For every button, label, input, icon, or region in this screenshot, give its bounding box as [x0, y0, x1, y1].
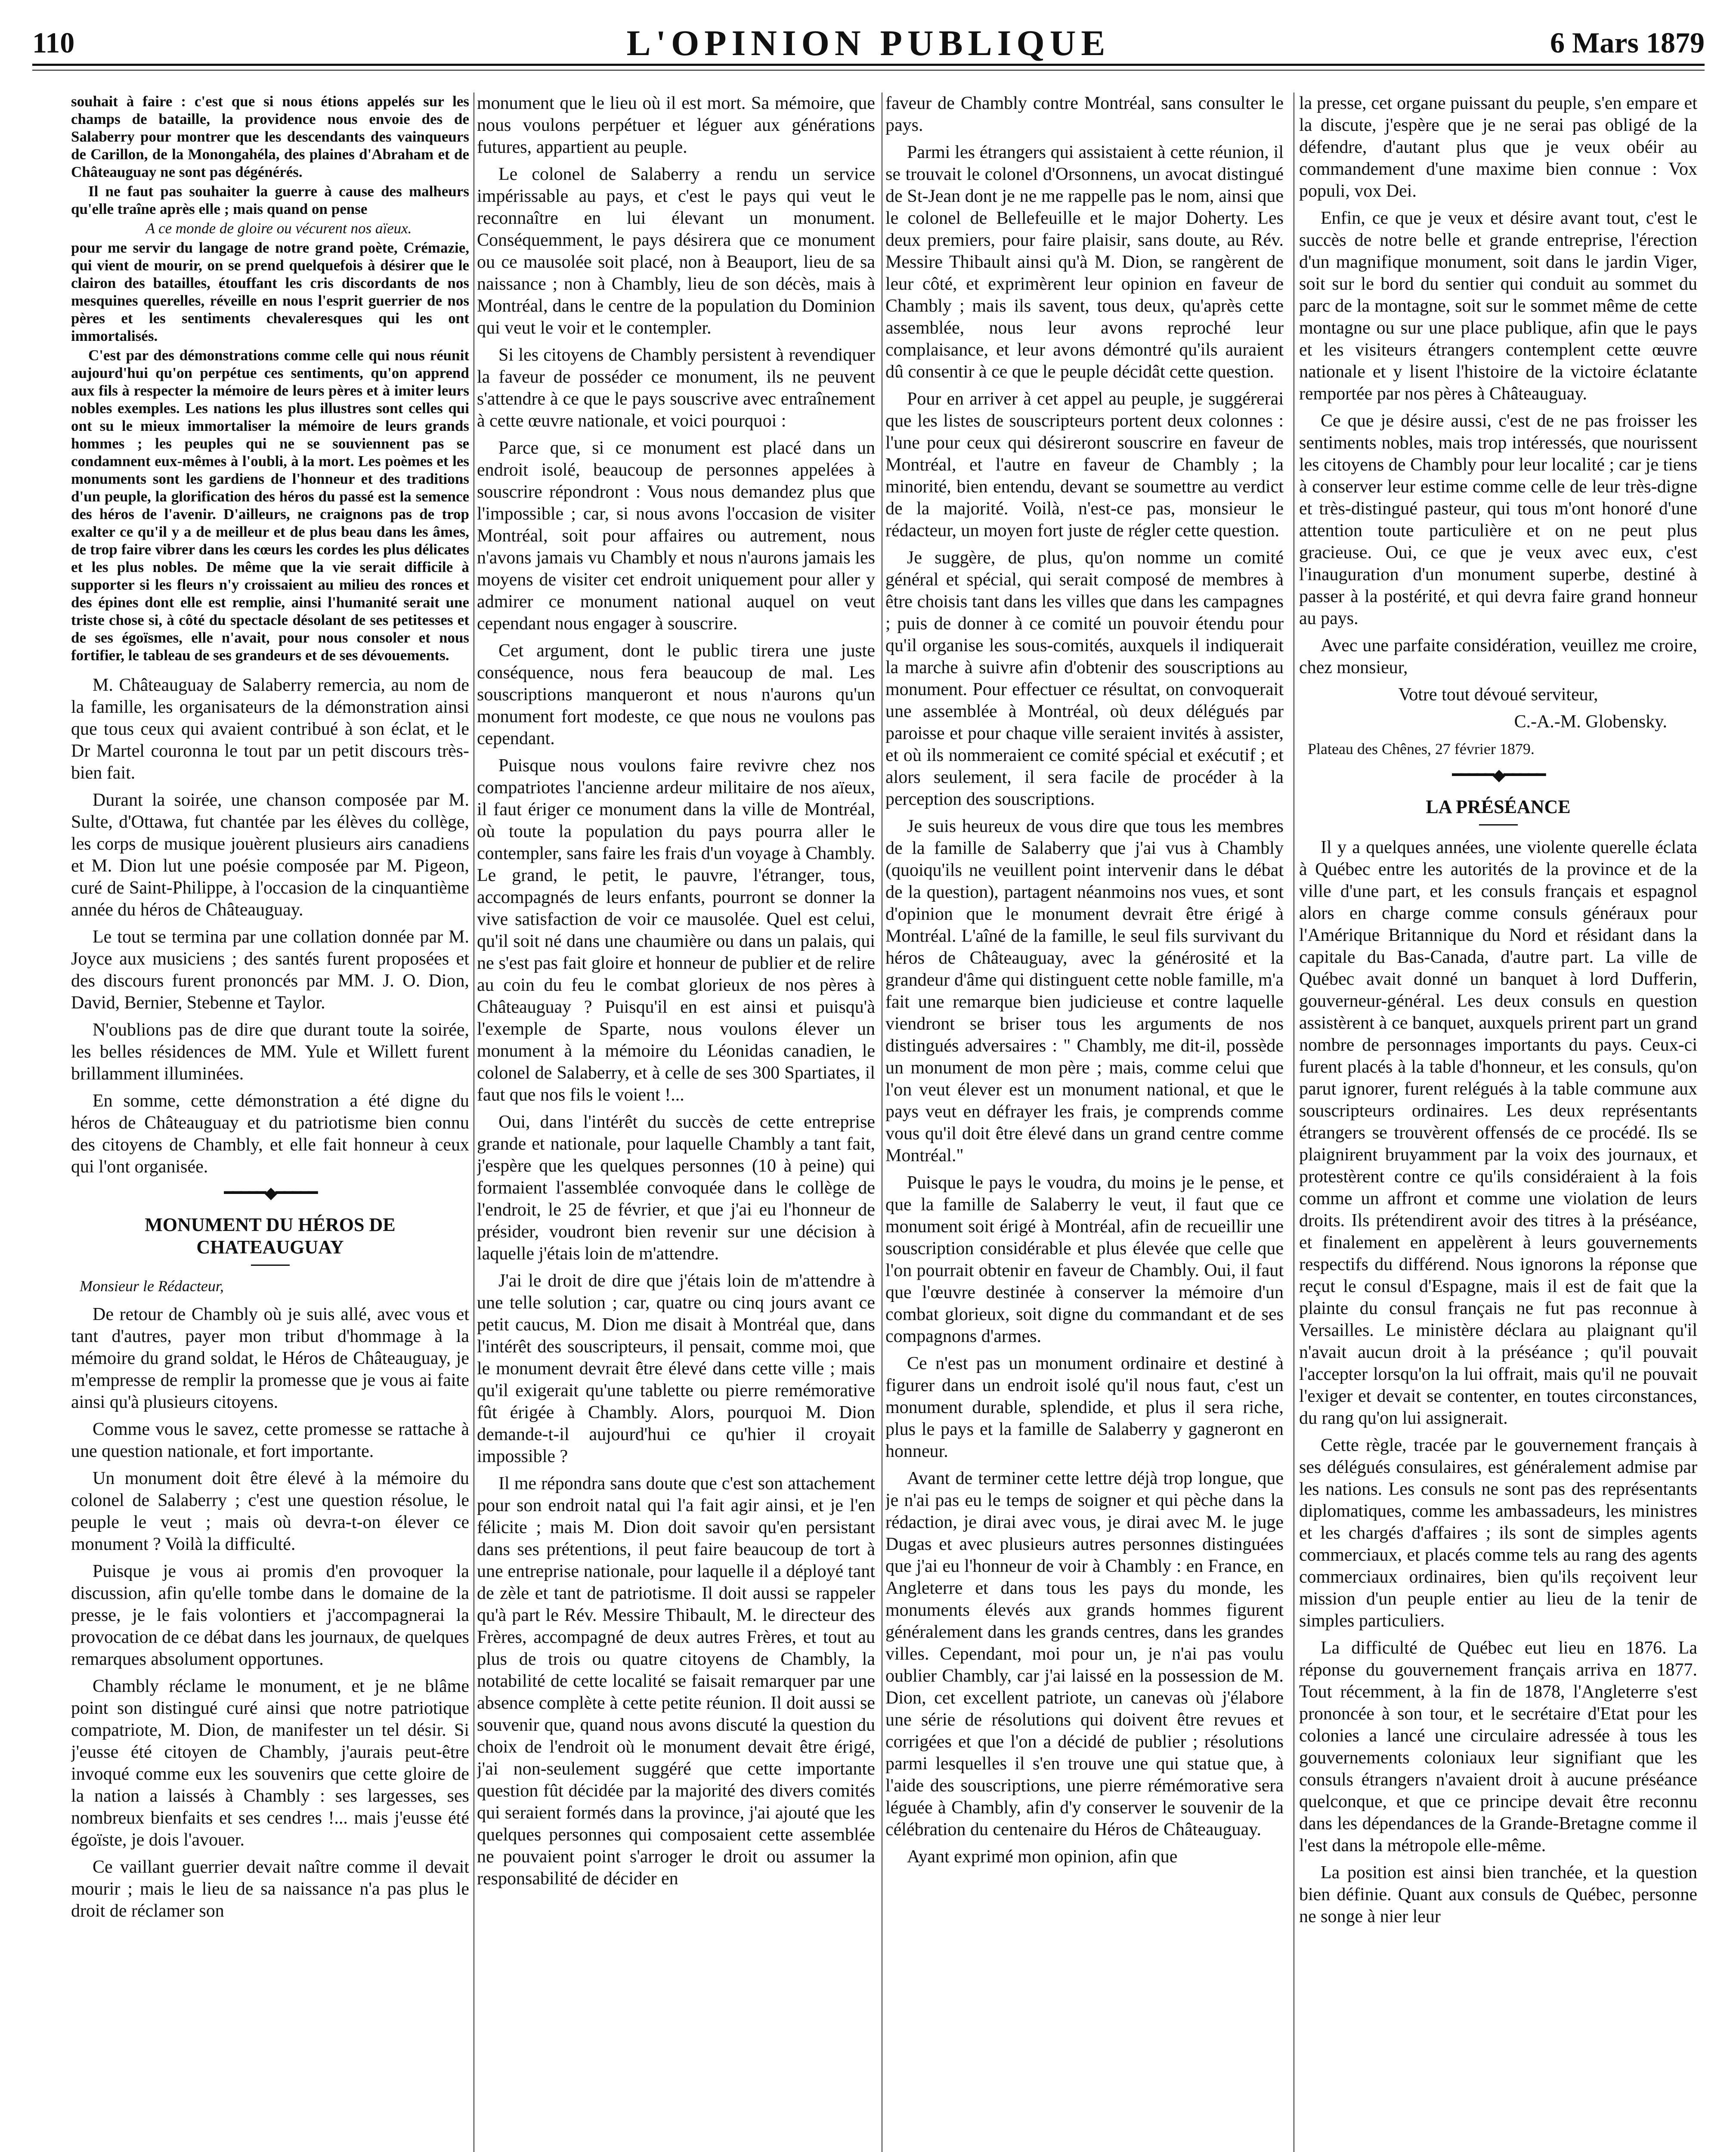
paragraph: monument que le lieu où il est mort. Sa mémoire, que nous voulons perpétuer et léguer aux générations futures, appartient au peuple.	[477, 93, 875, 157]
paragraph: Il y a quelques années, une violente querelle éclata à Québec entre les autorités de la province et de la ville d'une part, et les consuls français et espagnol alors en charge comme consuls généraux pour l'Amérique Britannique du Nord et résidant dans la capitale du Bas-Canada, d'autre part. La ville de Québec avait donné un banquet à lord Dufferin, gouverneur-général. Les deux consuls en question assistèrent à ce banquet, auxquels prirent part un grand nombre de personnages importants du pays. Ceux-ci furent placés à la table d'honneur, et les consuls, qu'on parut ignorer, furent relégués à la table commune aux souscripteurs ordinaires. Les deux représentants étrangers se trouvèrent offensés de ce procédé. Ils se plaignirent bruyamment par la voix des journaux, et protestèrent contre ce qu'ils considéraient à la fois comme un affront et comme une violation de leurs droits. Ils prétendirent avoir des titres à la préséance, et finalement en appelèrent à leurs gouvernements respectifs du différend. Nous ignorons la réponse que reçut le consul d'Espagne, mais il est de fait que la plainte du consul français ne fut pas reconnue à Versailles. Le ministère déclara au plaignant qu'il n'avait aucun droit à la préséance ; qu'il pouvait l'accepter lorsqu'on la lui offrait, mais qu'il ne pouvait l'exiger et devait se contenter, en toutes circonstances, du rang qu'on lui assignerait.	[1299, 838, 1697, 1428]
article-heading: LA PRÉSÉANCE	[1426, 796, 1571, 817]
paragraph: Un monument doit être élevé à la mémoire du colonel de Salaberry ; c'est une question résolue, le peuple le veut ; mais où devra-t-on élever ce monument ? Voilà la difficulté.	[71, 1469, 469, 1554]
heading-line: MONUMENT DU HÉROS DE	[145, 1214, 396, 1235]
speech-continuation	[71, 93, 469, 664]
column-3	[885, 93, 1284, 2152]
column-divider	[473, 93, 474, 2152]
salutation: Monsieur le Rédacteur,	[80, 1277, 224, 1295]
report-body	[71, 674, 469, 1178]
signature: C.-A.-M. Globensky.	[1514, 712, 1667, 732]
article-heading	[71, 1214, 469, 1258]
paragraph: M. Châteauguay de Salaberry remercia, au nom de la famille, les organisateurs de la démonstration ainsi que tous ceux qui avaient contribué à son éclat, et le Dr Martel couronna le tout par un petit discours très-bien fait.	[71, 675, 469, 783]
paragraph: Pour en arriver à cet appel au peuple, je suggérerai que les listes de souscripteurs portent deux colonnes : l'une pour ceux qui désireront souscrire en faveur de Montréal, et l'autre en faveur de Chambly ; la minorité, bien entendu, devant se soumettre au verdict de la majorité. Voilà, n'est-ce pas, monsieur le rédacteur, un moyen fort juste de régler cette question.	[885, 389, 1284, 541]
short-rule	[251, 1265, 290, 1266]
paragraph: Ce n'est pas un monument ordinaire et destiné à figurer dans un endroit isolé qu'il nous faut, c'est un monument durable, splendide, et plus il sera riche, plus le pays et la famille de Salaberry y gagneront en honneur.	[885, 1354, 1284, 1461]
paragraph: Parce que, si ce monument est placé dans un endroit isolé, beaucoup de personnes appelées à souscrire répondront : Vous nous demandez plus que l'impossible ; car, si nous avons l'occasion de visiter Montréal, soit pour affaires ou autrement, nous n'avons jamais vu Chambly et nous n'aurons jamais les moyens de visiter cet endroit uniquement pour aller y admirer ce monument national auquel on veut cependant nous engager à souscrire.	[477, 438, 875, 634]
paragraph: Ce vaillant guerrier devait naître comme il devait mourir ; mais le lieu de sa naissance n'a pas plus le droit de réclamer son	[71, 1857, 469, 1921]
paragraph: N'oublions pas de dire que durant toute la soirée, les belles résidences de MM. Yule et Willett furent brillamment illuminées.	[71, 1020, 469, 1084]
paragraph: pour me servir du langage de notre grand poète, Crémazie, qui vient de mourir, on se prend quelquefois à désirer que le clairon des batailles, étouffant les cris discordants de nos mesquines querelles, réveille en nous l'esprit guerrier de nos pères et les sentiments chevaleresques qui les ont immortalisés.	[71, 239, 469, 344]
paragraph: Cette règle, tracée par le gouvernement français à ses délégués consulaires, est généralement admise par les nations. Les consuls ne sont pas des représentants diplomatiques, comme les ambassadeurs, les ministres et les chargés d'affaires ; ils sont de simples agents commerciaux, et placés comme tels au rang des agents commerciaux ordinaires, bien qu'ils reçoivent leur mission d'un peuple entier au lieu de la tenir de simples particuliers.	[1299, 1435, 1697, 1631]
heading-line: CHATEAUGUAY	[196, 1237, 344, 1258]
paragraph: Chambly réclame le monument, et je ne blâme point son distingué curé ainsi que notre patriotique compatriote, M. Dion, de manifester un tel désir. Si j'eusse été citoyen de Chambly, j'aurais peut-être invoqué comme eux les souvenirs que cette gloire de la nation a laissés à Chambly : ses largesses, ses nombreux bienfaits et ses cendres !... mais j'eusse été égoïste, je dois l'avouer.	[71, 1676, 469, 1850]
issue-date: 6 Mars 1879	[1550, 26, 1705, 59]
paragraph: De retour de Chambly où je suis allé, avec vous et tant d'autres, payer mon tribut d'hommage à la mémoire du grand soldat, le Héros de Châteauguay, je m'empresse de remplir la promesse que je vous ai faite ainsi qu'à plusieurs citoyens.	[71, 1305, 469, 1412]
paragraph: Puisque nous voulons faire revivre chez nos compatriotes l'ancienne ardeur militaire de nos aïeux, il faut ériger ce monument dans la ville de Montréal, où toute la population du pays pourra aller le contempler, sans faire les frais d'un voyage à Chambly. Le grand, le petit, le pauvre, l'étranger, tous, accompagnés de leurs enfants, pourront se donner la vive satisfaction de voir ce mausolée. Quel est celui, qu'il soit né dans une chaumière ou dans un palais, qui ne s'est pas fait gloire et honneur de publier et de relire au coin du feu le combat glorieux de nos pères à Châteauguay ? Puisqu'il en est ainsi et puisqu'à l'exemple de Sparte, nous voulons élever un monument à la mémoire du Léonidas canadien, le colonel de Salaberry, et à celle de ses 300 Spartiates, il faut que nos fils le voient !...	[477, 756, 875, 1105]
paragraph: Cet argument, dont le public tirera une juste conséquence, nous fera beaucoup de mal. Les souscriptions manqueront et nous n'aurons qu'un monument fort modeste, ce que nous ne voulons pas cependant.	[477, 641, 875, 748]
ornament-divider: ━━━━━◆━━━━━	[1452, 766, 1544, 784]
paragraph: Je suggère, de plus, qu'on nomme un comité général et spécial, qui serait composé de membres à être choisis tant dans les villes que dans les campagnes ; puis de donner à ce comité un pouvoir étendu pour qu'il organise les sous-comités, auxquels il indiquerait la marche à suivre afin d'obtenir des souscriptions au monument. Pour effectuer ce résultat, on convoquerait une assemblée à Montréal, où deux délégués par paroisse et pour chaque ville seraient invités à assister, et où ils nommeraient ce comité spécial et exécutif ; et alors seulement, il sera facile de procéder à la perception des souscriptions.	[885, 548, 1284, 809]
paragraph: La difficulté de Québec eut lieu en 1876. La réponse du gouvernement français arriva en 1877. Tout récemment, à la fin de 1878, l'Angleterre s'est prononcée à son tour, et le secrétaire d'Etat pour les colonies a lancé une circulaire adressée à tous les gouvernements coloniaux leur signifiant que les consuls étrangers n'avaient droit à aucune préséance quelconque, et que ce principe devait être reconnu dans les dépendances de la Grande-Bretagne comme il l'est dans la métropole elle-même.	[1299, 1638, 1697, 1855]
paragraph: Si les citoyens de Chambly persistent à revendiquer la faveur de posséder ce monument, ils ne peuvent s'attendre à ce que le pays souscrive avec entraînement à cette œuvre nationale, et voici pourquoi :	[477, 345, 875, 431]
paragraph: Puisque je vous ai promis d'en provoquer la discussion, afin qu'elle tombe dans le domaine de la presse, je le fais volontiers et j'accompagnerai la provocation de ce débat dans les journaux, de quelques remarques absolument opportunes.	[71, 1561, 469, 1669]
place-date: Plateau des Chênes, 27 février 1879.	[1308, 740, 1535, 758]
quotation: A ce monde de gloire ou vécurent nos aïeux.	[145, 220, 412, 237]
closing: Votre tout dévoué serviteur,	[1398, 685, 1598, 705]
paragraph: Durant la soirée, une chanson composée par M. Sulte, d'Ottawa, fut chantée par les élèves du collège, les corps de musique jouèrent plusieurs airs canadiens et M. Dion lut une poésie composée par M. Pigeon, curé de Saint-Philippe, à l'occasion de la cinquantième année du héros de Châteauguay.	[71, 790, 469, 920]
paragraph: la presse, cet organe puissant du peuple, s'en empare et la discute, j'espère que je ne serai pas obligé de la défendre, d'autant plus que je veux obéir au commandement d'une maxime bien connue : Vox populi, vox Dei.	[1299, 93, 1697, 201]
paragraph: Le colonel de Salaberry a rendu un service impérissable au pays, et c'est le pays qui veut le reconnaître en lui élevant un monument. Conséquemment, le pays désirera que ce monument ou ce mausolée soit placé, non à Beauport, lieu de sa naissance ; non à Chambly, lieu de son décès, mais à Montréal, dans le centre de la population du Dominion qui veut le voir et le contempler.	[477, 164, 875, 338]
paragraph: Oui, dans l'intérêt du succès de cette entreprise grande et nationale, pour laquelle Chambly a tant fait, j'espère que les quelques personnes (10 à peine) qui formaient l'assemblée convoquée dans le collège de l'endroit, le 25 de février, et que j'ai eu l'honneur de présider, voudront bien revenir sur une décision à laquelle j'étais loin de m'attendre.	[477, 1112, 875, 1264]
column-4	[1299, 93, 1697, 2152]
column-2	[477, 93, 875, 2152]
paragraph: Enfin, ce que je veux et désire avant tout, c'est le succès de notre belle et grande entreprise, l'érection d'un magnifique monument, soit dans le jardin Viger, soit sur le bord du sentier qui conduit au sommet du parc de la montagne, soit sur le sommet même de cette montagne ou sur une place publique, afin que le pays et les visiteurs étrangers contemplent cette œuvre nationale et y lisent l'histoire de la victoire éclatante remportée par nos pères à Châteauguay.	[1299, 208, 1697, 404]
paragraph: Le tout se termina par une collation donnée par M. Joyce aux musiciens ; des santés furent proposées et des discours furent prononcés par MM. J. O. Dion, David, Bernier, Stebenne et Taylor.	[71, 927, 469, 1013]
paragraph: Puisque le pays le voudra, du moins je le pense, et que la famille de Salaberry le veut, il faut que ce monument soit érigé à Montréal, afin de recueillir une souscription considérable et plus élevée que celle que l'on pourrait obtenir en faveur de Chambly. Oui, il faut que l'œuvre destinée à conserver la mémoire d'un combat glorieux, soit digne du commandant et de ses compagnons d'armes.	[885, 1173, 1284, 1346]
article-body	[71, 1304, 469, 1922]
paragraph: faveur de Chambly contre Montréal, sans consulter le pays.	[885, 93, 1284, 135]
paragraph: Avec une parfaite considération, veuillez me croire, chez monsieur,	[1299, 636, 1697, 677]
paragraph: En somme, cette démonstration a été digne du héros de Châteauguay et du patriotisme bien connu des citoyens de Chambly, et elle fait honneur à ceux qui l'ont organisée.	[71, 1091, 469, 1177]
short-rule	[1479, 824, 1518, 826]
paragraph: Avant de terminer cette lettre déjà trop longue, que je n'ai pas eu le temps de soigner et qui pèche dans la rédaction, je dirai avec vous, je dirai avec M. le juge Dugas et avec plusieurs autres personnes distinguées que j'ai eu l'honneur de voir à Chambly : en France, en Angleterre et dans tous les pays du monde, les monuments élevés aux grands hommes figurent généralement dans les grands centres, dans les grandes villes. Cependant, moi pour un, je n'ai pas voulu oublier Chambly, car j'ai laissé en la possession de M. Dion, cet excellent patriote, un canevas où j'élabore une série de résolutions qui doivent être revues et corrigées et que l'on a décidé de publier ; résolutions parmi lesquelles il s'en trouve une qui statue que, à l'aide des souscriptions, une pierre rémémorative sera léguée à Chambly, afin d'y conserver le souvenir de la célébration du centenaire du Héros de Châteauguay.	[885, 1469, 1284, 1840]
header-rule-thin	[32, 70, 1705, 71]
paragraph: Ayant exprimé mon opinion, afin que	[907, 1847, 1178, 1867]
header-rule	[32, 64, 1705, 66]
paragraph: Parmi les étrangers qui assistaient à cette réunion, il se trouvait le colonel d'Orsonnens, un avocat distingué de St-Jean dont je ne me rappelle pas le nom, ainsi que le colonel de Bellefeuille et le major Doherty. Les deux premiers, pour faire plaisir, sans doute, au Rév. Messire Thibault ainsi qu'à M. Dion, se rangèrent de leur côté, et exprimèrent leur opinion en faveur de Chambly ; mais ils savent, tous deux, qu'après cette assemblée, nous leur avons reproché leur complaisance, et leur avons démontré qu'ils auraient dû consentir à ce que le peuple décidât cette question.	[885, 142, 1284, 382]
page-number: 110	[32, 26, 75, 59]
paragraph: Comme vous le savez, cette promesse se rattache à une question nationale, et fort importante.	[71, 1419, 469, 1461]
paragraph: Je suis heureux de vous dire que tous les membres de la famille de Salaberry que j'ai vus à Chambly (quoiqu'ils ne veuillent point intervenir dans le débat de la question), partagent néanmoins nos vues, et sont d'opinion que le monument devrait être érigé à Montréal. L'aîné de la famille, le seul fils survivant du héros de Châteauguay, avec la générosité et la grandeur d'âme qui distinguent cette noble famille, m'a fait une remarque bien judicieuse et contre laquelle viendront se briser tous les arguments de nos distingués adversaires : " Chambly, me dit-il, possède un monument de mon père ; mais, comme celui que l'on veut élever est un monument national, et que le pays veut en défrayer les frais, je comprends comme vous qu'il doit être élevé dans un grand centre comme Montréal."	[885, 816, 1284, 1166]
article-body	[1299, 837, 1697, 1928]
paragraph: souhait à faire : c'est que si nous étions appelés sur les champs de bataille, la providence nous envoie des de Salaberry pour montrer que les descendants des vainqueurs de Carillon, de la Monongahéla, des plaines d'Abraham et de Châteauguay ne sont pas dégénérés.	[71, 93, 469, 180]
column-1	[71, 93, 469, 2152]
paragraph: Ce que je désire aussi, c'est de ne pas froisser les sentiments nobles, mais trop intéressés, que nourissent les citoyens de Chambly pour leur localité ; car je tiens à conserver leur estime comme celle de leur très-digne et très-distingué pasteur, qui tous m'ont honoré d'une attention toute particulière et on ne peut plus gracieuse. Oui, ce que je veux avec eux, c'est l'inauguration d'un monument superbe, destiné à passer à la postérité, et qui devra faire grand honneur au pays.	[1299, 411, 1697, 628]
masthead-title: L'OPINION PUBLIQUE	[626, 23, 1111, 63]
page-header	[32, 22, 1705, 65]
paragraph: Il ne faut pas souhaiter la guerre à cause des malheurs qu'elle traîne après elle ; mais quand on pense	[71, 183, 469, 217]
letter-ending	[1299, 93, 1697, 760]
paragraph: La position est ainsi bien tranchée, et la question bien définie. Quant aux consuls de Québec, personne ne songe à nier leur	[1299, 1863, 1697, 1926]
column-divider	[1293, 93, 1294, 2152]
paragraph: J'ai le droit de dire que j'étais loin de m'attendre à une telle solution ; car, quatre ou cinq jours avant ce petit caucus, M. Dion me disait à Montréal que, dans l'intérêt des souscripteurs, il pensait, comme moi, que le monument devrait être élevé dans cette ville ; mais qu'il exigerait qu'une tablette ou pierre remémorative fût érigée à Chambly. Alors, pourquoi M. Dion demande-t-il aujourd'hui ce qu'hier il croyait impossible ?	[477, 1271, 875, 1466]
ornament-divider: ━━━━━◆━━━━━	[224, 1184, 316, 1202]
paragraph: C'est par des démonstrations comme celle qui nous réunit aujourd'hui qu'on perpétue ces sentiments, qu'on apprend aux fils à respecter la mémoire de leurs pères et à imiter leurs nobles exemples. Les nations les plus illustres sont celles qui ont su le mieux immortaliser la mémoire de leurs grands hommes ; les peuples qui ne se souviennent pas se condamnent eux-mêmes à l'oubli, à la mort. Les poèmes et les monuments sont les gardiens de l'honneur et des traditions d'un peuple, la glorification des héros du passé est la semence des héros de l'avenir. D'ailleurs, ne craignons pas de trop exalter ce qu'il y a de meilleur et de plus beau dans les âmes, de trop faire vibrer dans les cœurs les cordes les plus délicates et les plus nobles. De même que la vie serait difficile à supporter si les fleurs n'y croissaient au milieu des ronces et des épines dont elle est remplie, ainsi l'humanité serait une triste chose si, à côté du spectacle désolant de ses petitesses et de ses égoïsmes, elle n'avait, pour nous consoler et nous fortifier, le tableau de ses grandeurs et de ses dévouements.	[71, 347, 469, 664]
paragraph: Il me répondra sans doute que c'est son attachement pour son endroit natal qui l'a fait agir ainsi, et je l'en félicite ; mais M. Dion doit savoir qu'en persistant dans ses prétentions, il peut faire beaucoup de tort à une entreprise nationale, pour laquelle il a déployé tant de zèle et tant de patriotisme. Il doit aussi se rappeler qu'à part le Rév. Messire Thibault, M. le directeur des Frères, accompagné de deux autres Frères, et tout au plus de trois ou quatre citoyens de Chambly, la notabilité de cette localité se faisait remarquer par une absence complète à cette petite réunion. Il doit aussi se souvenir que, quand nous avons discuté la question du choix de l'endroit où le monument devait être érigé, j'ai non-seulement suggéré que cette importante question fût décidée par la majorité des divers comités qui seraient formés dans la province, j'ai ajouté que les quelques personnes qui composaient cette assemblée ne pouvaient point s'arroger le droit ou assumer la responsabilité de décider en	[477, 1474, 875, 1889]
